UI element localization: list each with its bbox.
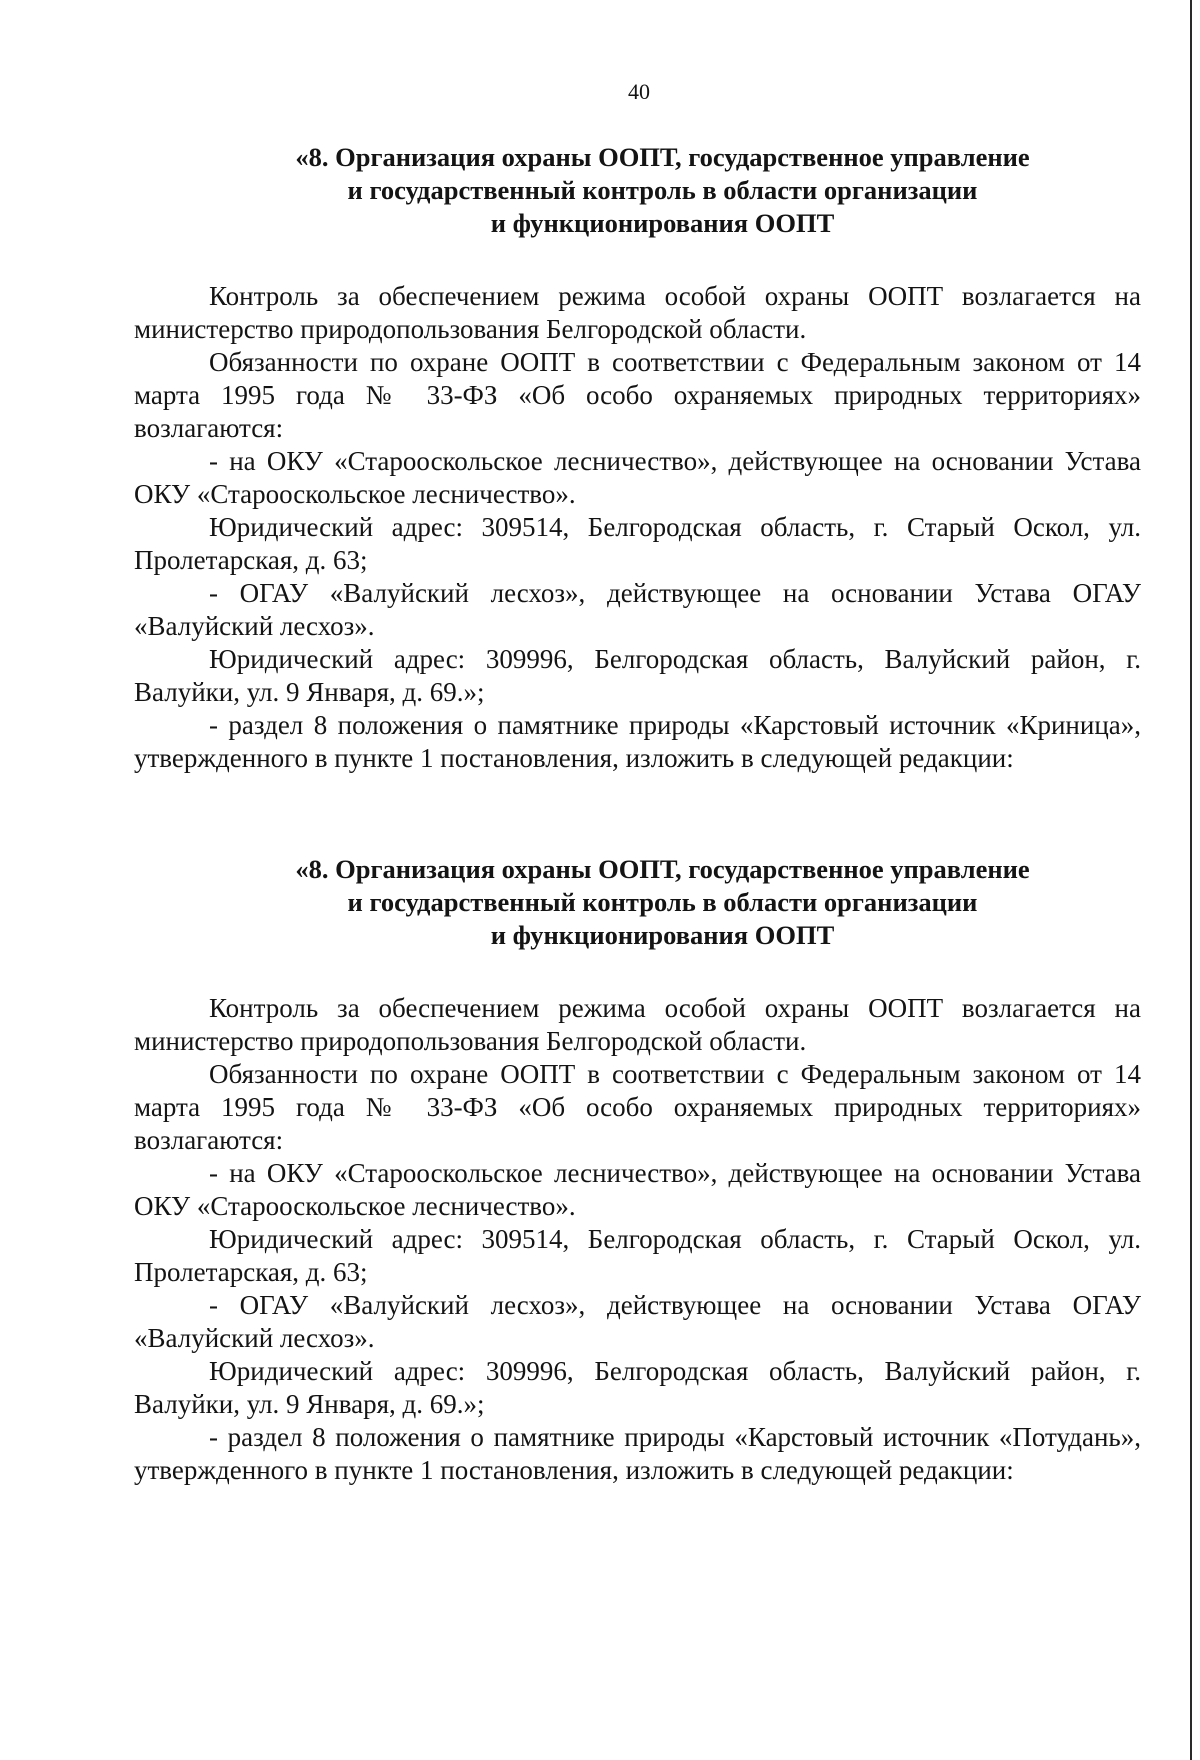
- section-2-paragraph-5: - ОГАУ «Валуйский лесхоз», действующее на основании Устава ОГАУ «Валуйский лесхоз».: [134, 1290, 1141, 1353]
- section-1-paragraph-2: Обязанности по охране ООПТ в соответствии с Федеральным законом от 14 марта 1995 года № 33-ФЗ «Об особо охраняемых природных территориях» возлагаются:: [134, 347, 1141, 443]
- section-1-heading-line-2: и государственный контроль в области организации: [347, 175, 978, 205]
- section-2-heading-line-2: и государственный контроль в области организации: [347, 887, 978, 917]
- section-2-heading-line-3: и функционирования ООПТ: [490, 920, 835, 950]
- section-2: [134, 853, 1141, 1487]
- section-1-paragraph-1: Контроль за обеспечением режима особой охраны ООПТ возлагается на министерство природопользования Белгородской области.: [134, 281, 1141, 344]
- scan-edge-line: [1190, 0, 1192, 1760]
- section-1: [134, 141, 1141, 775]
- section-2-paragraph-6: Юридический адрес: 309996, Белгородская область, Валуйский район, г. Валуйки, ул. 9 Января, д. 69.»;: [134, 1356, 1141, 1419]
- section-1-paragraph-5: - ОГАУ «Валуйский лесхоз», действующее на основании Устава ОГАУ «Валуйский лесхоз».: [134, 578, 1141, 641]
- section-2-paragraph-3: - на ОКУ «Старооскольское лесничество», действующее на основании Устава ОКУ «Старооскольское лесничество».: [134, 1158, 1141, 1221]
- section-2-heading: [134, 853, 1141, 952]
- page-number: 40: [628, 79, 650, 104]
- section-2-heading-line-1: «8. Организация охраны ООПТ, государственное управление: [295, 854, 1030, 884]
- section-2-paragraph-7: - раздел 8 положения о памятнике природы «Карстовый источник «Потудань», утвержденного в пункте 1 постановления, изложить в следующей редакции:: [134, 1422, 1141, 1485]
- section-2-body: [134, 992, 1141, 1487]
- section-1-heading: [134, 141, 1141, 240]
- section-1-body: [134, 280, 1141, 775]
- section-2-paragraph-2: Обязанности по охране ООПТ в соответствии с Федеральным законом от 14 марта 1995 года № 33-ФЗ «Об особо охраняемых природных территориях» возлагаются:: [134, 1059, 1141, 1155]
- section-1-paragraph-6: Юридический адрес: 309996, Белгородская область, Валуйский район, г. Валуйки, ул. 9 Января, д. 69.»;: [134, 644, 1141, 707]
- section-1-paragraph-7: - раздел 8 положения о памятнике природы «Карстовый источник «Криница», утвержденного в пункте 1 постановления, изложить в следующей редакции:: [134, 710, 1141, 773]
- section-2-paragraph-4: Юридический адрес: 309514, Белгородская область, г. Старый Оскол, ул. Пролетарская, д. 63;: [134, 1224, 1141, 1287]
- section-1-heading-line-1: «8. Организация охраны ООПТ, государственное управление: [295, 142, 1030, 172]
- section-1-heading-line-3: и функционирования ООПТ: [490, 208, 835, 238]
- section-1-paragraph-3: - на ОКУ «Старооскольское лесничество», действующее на основании Устава ОКУ «Старооскольское лесничество».: [134, 446, 1141, 509]
- section-2-paragraph-1: Контроль за обеспечением режима особой охраны ООПТ возлагается на министерство природопользования Белгородской области.: [134, 993, 1141, 1056]
- section-1-paragraph-4: Юридический адрес: 309514, Белгородская область, г. Старый Оскол, ул. Пролетарская, д. 63;: [134, 512, 1141, 575]
